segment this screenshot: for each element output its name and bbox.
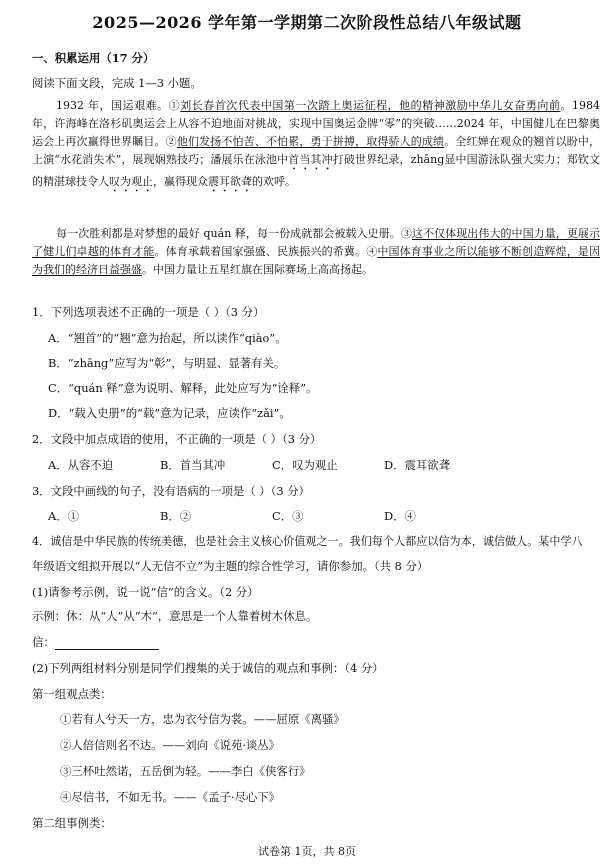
dotted-idiom: 叹为观止 xyxy=(109,175,153,188)
question-3-option-c: C．③ xyxy=(272,509,304,523)
group-1-heading: 第一组观点类： xyxy=(32,687,112,701)
underlined-sentence-3: 这不仅体现出伟大的中国力量，更展示了健儿们卓越的体育才能 xyxy=(32,227,600,258)
group-2-heading: 第二组事例类： xyxy=(32,816,112,830)
question-1-stem: 1．下列选项表述不正确的一项是（ ）（3 分） xyxy=(32,305,265,319)
exam-title: 2025—2026 学年第一学期第二次阶段性总结八年级试题 xyxy=(92,13,522,32)
question-1-option-d: D．“载入史册”的“载”意为记录，应读作“zǎi”。 xyxy=(48,406,291,420)
dotted-idiom: 震耳欲聋 xyxy=(208,175,252,188)
reading-instruction: 阅读下面文段，完成 1—3 小题。 xyxy=(32,76,202,90)
question-3-options xyxy=(48,508,588,524)
question-1-option-a: A．“翘首”的“翘”意为抬起，所以读作“qiào”。 xyxy=(48,331,287,345)
question-3-stem: 3．文段中画线的句子，没有语病的一项是（ ）（3 分） xyxy=(32,484,311,498)
underlined-sentence-4: 中国体育事业之所以能够不断创造辉煌，是因为我们的经济日益强盛 xyxy=(32,245,601,276)
question-3-option-d: D．④ xyxy=(384,509,416,523)
question-2-option-d: D．震耳欲聋 xyxy=(384,458,451,472)
question-2-option-b: B．首当其冲 xyxy=(160,458,226,472)
passage-paragraph-1: 1932 年，国运艰难。①刘长春首次代表中国第一次踏上奥运征程，他的精神激励中华儿女奋勇向前。1984 年，许海峰在洛杉矶奥运会上从容不迫地面对挑战，实现中国奥运金牌“零”的突破……2024 年，中国健儿在巴黎奥运会上再次赢得世界瞩目。②他们发扬不怕苦、不怕累，勇于拼搏，取得骄人的成绩。全红婵在观众的翘首以盼中，上演“水花消失术”，展现娴熟技巧；潘展乐在泳池中首当其冲打破世界纪录，zhāng显中国游泳队强大实力；郑钦文的精湛球技令人叹为观止，赢得现众震耳欲聋的欢呼。 xyxy=(32,99,601,188)
question-4-part-2: (2)下列两组材料分别是同学们搜集的关于诚信的观点和事例：（4 分） xyxy=(32,661,384,675)
underlined-sentence-2: 他们发扬不怕苦、不怕累，勇于拼搏，取得骄人的成绩 xyxy=(176,135,445,148)
question-4-answer-line xyxy=(32,634,602,650)
section-heading: 一、积累运用（17 分） xyxy=(32,51,155,65)
underlined-sentence-1: 刘长春首次代表中国第一次踏上奥运征程，他的精神激励中华儿女奋勇向前 xyxy=(180,99,561,112)
question-1-option-b: B．“zhāng”应写为“彰”，与明显、显著有关。 xyxy=(48,356,286,370)
answer-blank[interactable] xyxy=(55,637,159,650)
dotted-idiom: 首当其冲 xyxy=(288,153,333,166)
question-4-example: 示例：休：从“人”从“木”，意思是一个人靠着树木休息。 xyxy=(32,609,318,623)
question-4-stem-line-2: 年级语文组拟开展以“人无信不立”为主题的综合性学习，请你参加。（共 8 分） xyxy=(32,559,429,573)
question-2-option-c: C．叹为观止 xyxy=(272,458,338,472)
answer-label: 信： xyxy=(32,635,55,649)
passage-paragraph-2: 每一次胜利都是对梦想的最好 quán 释，每一份成就都会被载入史册。③这不仅体现出伟大的中国力量，更展示了健儿们卓越的体育才能。体育承载着国家强盛、民族振兴的希冀。④中国体育事业之所以能够不断创造辉煌，是因为我们的经济日益强盛。中国力量让五星红旗在国际赛场上高高扬起。 xyxy=(32,227,601,276)
question-2-stem: 2．文段中加点成语的使用，不正确的一项是（ ）（3 分） xyxy=(32,432,322,446)
quote-2: ②人倍信则名不达。——刘向《说苑·谈丛》 xyxy=(60,738,281,752)
quote-3: ③三杯吐然诺，五岳倒为轻。——李白《侠客行》 xyxy=(60,764,311,778)
question-3-option-a: A．① xyxy=(48,509,80,523)
question-1-option-c: C．“quán 释”意为说明、解释，此处应写为“诠释”。 xyxy=(48,381,318,395)
question-3-option-b: B．② xyxy=(160,509,192,523)
question-2-option-a: A．从容不迫 xyxy=(48,458,114,472)
page-footer: 试卷第 1页，共 8页 xyxy=(258,845,356,858)
quote-4: ④尽信书，不如无书。——《孟子·尽心下》 xyxy=(60,790,281,804)
question-4-stem-line-1: 4．诚信是中华民族的传统美德，也是社会主义核心价值观之一。我们每个人都应以信为本，诚信做人。某中学八 xyxy=(32,535,583,548)
question-4-part-1: (1)请参考示例，说一说“信”的含义。（2 分） xyxy=(32,585,259,599)
question-2-options xyxy=(48,457,588,473)
quote-1: ①若有人兮天一方，忠为衣兮信为裳。——屈原《离骚》 xyxy=(60,712,345,726)
